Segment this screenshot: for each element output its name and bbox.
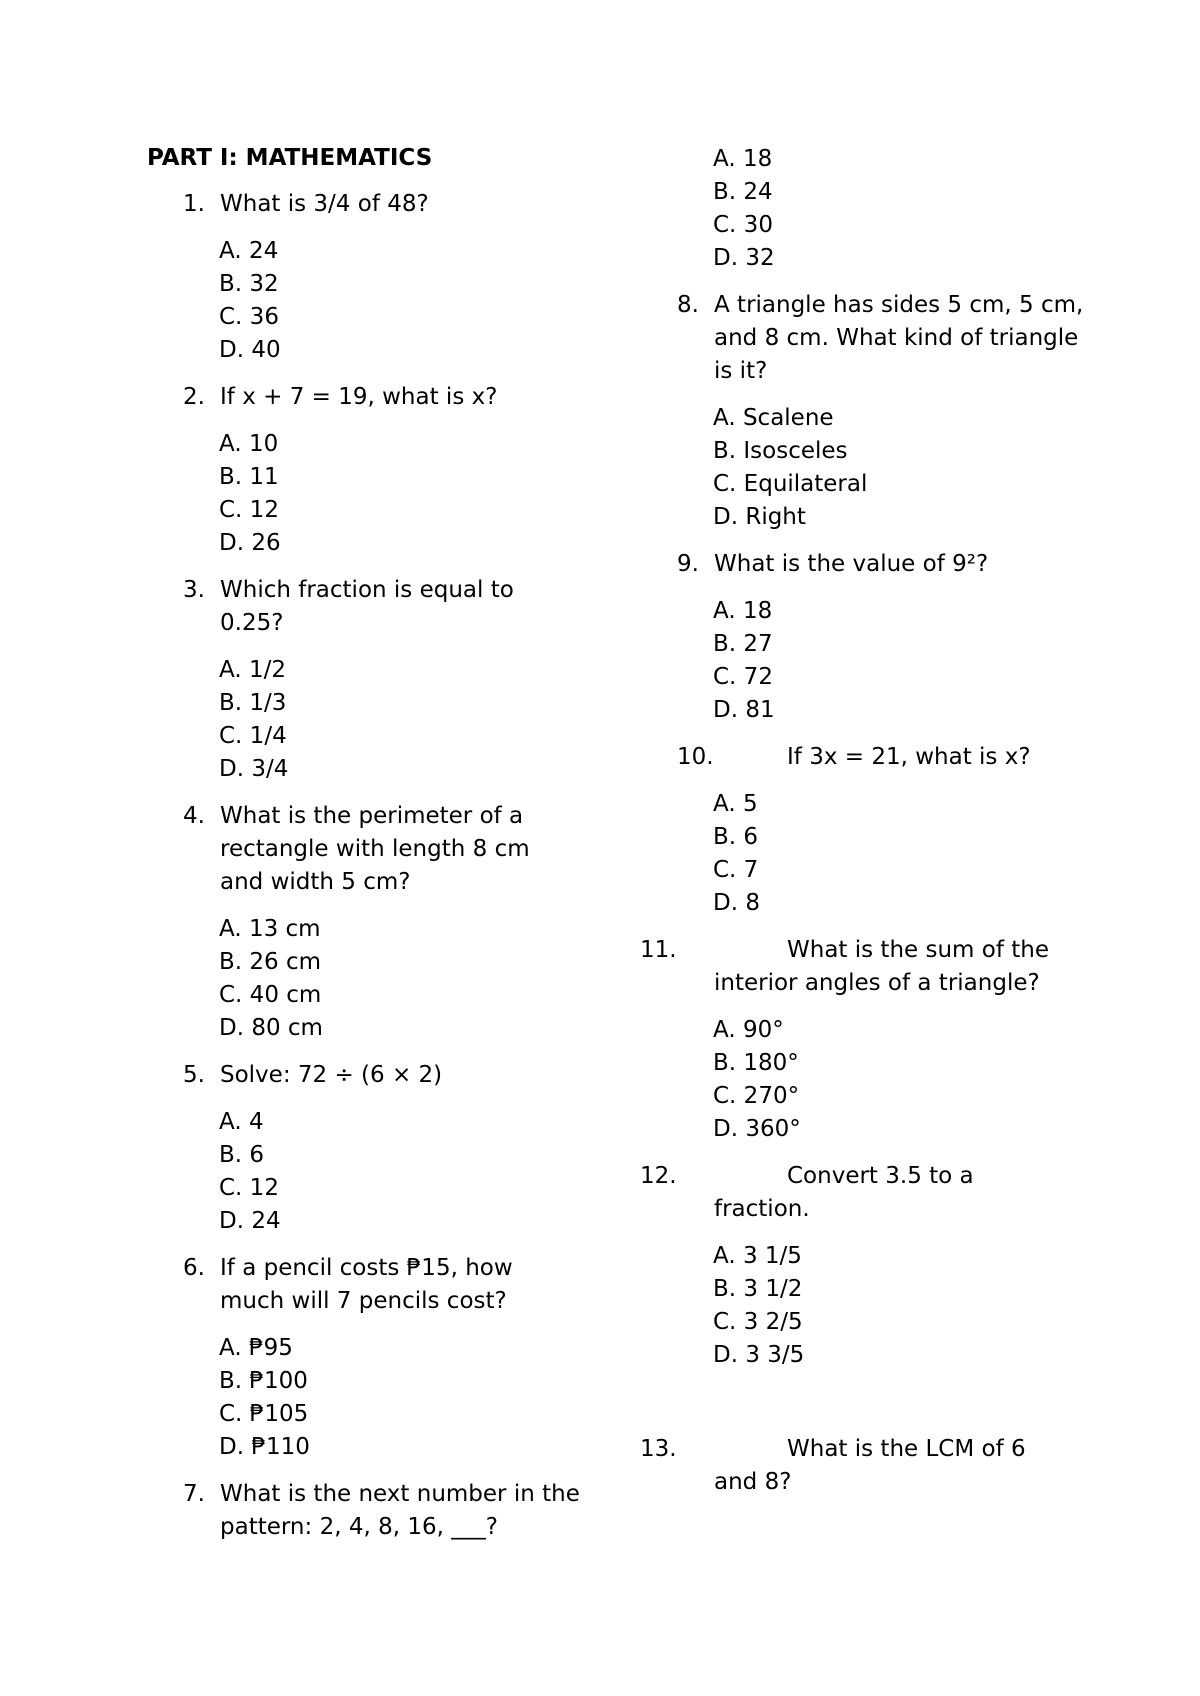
question-text: What is the next number in the pattern: 2, 4, 8, 16, ___? bbox=[220, 1481, 580, 1540]
answer-options-question-7 bbox=[713, 143, 1077, 275]
question-text: What is 3/4 of 48? bbox=[220, 191, 429, 217]
answer-option[interactable]: C. 36 bbox=[219, 304, 279, 330]
question-text: What is the perimeter of a rectangle with length 8 cm and width 5 cm? bbox=[220, 803, 530, 895]
answer-options bbox=[219, 1106, 583, 1238]
question-text: If 3x = 21, what is x? bbox=[787, 744, 1031, 770]
question-8 bbox=[677, 289, 1084, 534]
question-3 bbox=[183, 574, 583, 786]
question-7 bbox=[183, 1478, 583, 1544]
question-text: What is the LCM of 6 and 8? bbox=[714, 1436, 1026, 1495]
answer-options bbox=[713, 402, 1077, 534]
answer-options bbox=[713, 1014, 1077, 1146]
question-text: A triangle has sides 5 cm, 5 cm, and 8 cm. What kind of triangle is it? bbox=[714, 292, 1084, 384]
question-text: Solve: 72 ÷ (6 × 2) bbox=[220, 1062, 443, 1088]
question-number: 4. bbox=[183, 803, 205, 829]
answer-option[interactable]: A. 4 bbox=[219, 1109, 264, 1135]
question-1 bbox=[183, 188, 583, 367]
question-text: What is the value of 9²? bbox=[714, 551, 989, 577]
question-number: 12. bbox=[640, 1163, 677, 1189]
answer-option[interactable]: A. 18 bbox=[713, 146, 773, 172]
question-10 bbox=[677, 741, 1077, 920]
answer-option[interactable]: D. 40 bbox=[219, 337, 281, 363]
question-text: Convert 3.5 to a fraction. bbox=[714, 1163, 974, 1222]
question-13 bbox=[640, 1433, 1077, 1499]
answer-options bbox=[219, 1332, 583, 1464]
question-text: If x + 7 = 19, what is x? bbox=[220, 384, 498, 410]
answer-option[interactable]: C. 3 2/5 bbox=[713, 1309, 803, 1335]
question-number: 9. bbox=[677, 551, 699, 577]
question-number: 5. bbox=[183, 1062, 205, 1088]
answer-option[interactable]: A. 18 bbox=[713, 598, 773, 624]
answer-option[interactable]: A. ₱95 bbox=[219, 1335, 293, 1361]
answer-option[interactable]: B. 3 1/2 bbox=[713, 1276, 803, 1302]
answer-option[interactable]: A. 24 bbox=[219, 238, 279, 264]
question-9 bbox=[677, 548, 1077, 727]
answer-option[interactable]: A. Scalene bbox=[713, 405, 834, 431]
question-11 bbox=[640, 934, 1077, 1146]
page-title: PART I: MATHEMATICS bbox=[147, 145, 433, 171]
answer-option[interactable]: D. 3 3/5 bbox=[713, 1342, 805, 1368]
answer-option[interactable]: C. Equilateral bbox=[713, 471, 868, 497]
answer-option[interactable]: B. 11 bbox=[219, 464, 279, 490]
answer-options bbox=[713, 1240, 1077, 1372]
answer-options bbox=[713, 595, 1077, 727]
answer-options bbox=[219, 428, 583, 560]
question-2 bbox=[183, 381, 583, 560]
answer-option[interactable]: A. 3 1/5 bbox=[713, 1243, 802, 1269]
question-12 bbox=[640, 1160, 1077, 1372]
answer-option[interactable]: B. 24 bbox=[713, 179, 773, 205]
answer-option[interactable]: D. 80 cm bbox=[219, 1015, 323, 1041]
answer-option[interactable]: A. 10 bbox=[219, 431, 279, 457]
answer-option[interactable]: B. 6 bbox=[713, 824, 759, 850]
question-number: 1. bbox=[183, 191, 205, 217]
answer-option[interactable]: C. 7 bbox=[713, 857, 759, 883]
question-text: What is the sum of the interior angles of a triangle? bbox=[714, 937, 1049, 996]
question-number: 8. bbox=[677, 292, 699, 318]
question-number: 2. bbox=[183, 384, 205, 410]
answer-option[interactable]: A. 5 bbox=[713, 791, 758, 817]
answer-option[interactable]: D. 24 bbox=[219, 1208, 281, 1234]
answer-options bbox=[713, 788, 1077, 920]
question-4 bbox=[183, 800, 583, 1045]
answer-option[interactable]: B. Isosceles bbox=[713, 438, 848, 464]
answer-options bbox=[219, 235, 583, 367]
answer-option[interactable]: C. 40 cm bbox=[219, 982, 322, 1008]
answer-option[interactable]: B. 6 bbox=[219, 1142, 265, 1168]
answer-option[interactable]: C. 30 bbox=[713, 212, 773, 238]
answer-option[interactable]: B. ₱100 bbox=[219, 1368, 308, 1394]
answer-option[interactable]: A. 1/2 bbox=[219, 657, 286, 683]
answer-option[interactable]: D. Right bbox=[713, 504, 806, 530]
answer-option[interactable]: C. 12 bbox=[219, 1175, 279, 1201]
answer-option[interactable]: B. 1/3 bbox=[219, 690, 287, 716]
answer-options bbox=[219, 913, 583, 1045]
answer-option[interactable]: C. 72 bbox=[713, 664, 773, 690]
answer-option[interactable]: D. 8 bbox=[713, 890, 760, 916]
question-5 bbox=[183, 1059, 583, 1238]
question-number: 3. bbox=[183, 577, 205, 603]
right-column bbox=[640, 143, 1084, 1499]
question-6 bbox=[183, 1252, 583, 1464]
answer-option[interactable]: C. ₱105 bbox=[219, 1401, 309, 1427]
answer-option[interactable]: C. 1/4 bbox=[219, 723, 287, 749]
left-column bbox=[183, 188, 583, 1544]
answer-option[interactable]: D. 3/4 bbox=[219, 756, 289, 782]
question-text: If a pencil costs ₱15, how much will 7 pencils cost? bbox=[220, 1255, 513, 1314]
answer-option[interactable]: D. 81 bbox=[713, 697, 775, 723]
answer-option[interactable]: B. 26 cm bbox=[219, 949, 322, 975]
answer-option[interactable]: C. 270° bbox=[713, 1083, 800, 1109]
answer-option[interactable]: D. ₱110 bbox=[219, 1434, 310, 1460]
question-number: 7. bbox=[183, 1481, 205, 1507]
question-number: 13. bbox=[640, 1436, 677, 1462]
question-number: 6. bbox=[183, 1255, 205, 1281]
answer-options bbox=[219, 654, 583, 786]
answer-option[interactable]: D. 360° bbox=[713, 1116, 801, 1142]
question-number: 11. bbox=[640, 937, 677, 963]
answer-option[interactable]: B. 180° bbox=[713, 1050, 799, 1076]
answer-option[interactable]: B. 32 bbox=[219, 271, 279, 297]
answer-option[interactable]: B. 27 bbox=[713, 631, 773, 657]
answer-option[interactable]: D. 26 bbox=[219, 530, 281, 556]
answer-option[interactable]: A. 13 cm bbox=[219, 916, 321, 942]
question-text: Which fraction is equal to 0.25? bbox=[220, 577, 514, 636]
answer-option[interactable]: C. 12 bbox=[219, 497, 279, 523]
answer-option[interactable]: A. 90° bbox=[713, 1017, 784, 1043]
answer-option[interactable]: D. 32 bbox=[713, 245, 775, 271]
question-number: 10. bbox=[677, 744, 714, 770]
